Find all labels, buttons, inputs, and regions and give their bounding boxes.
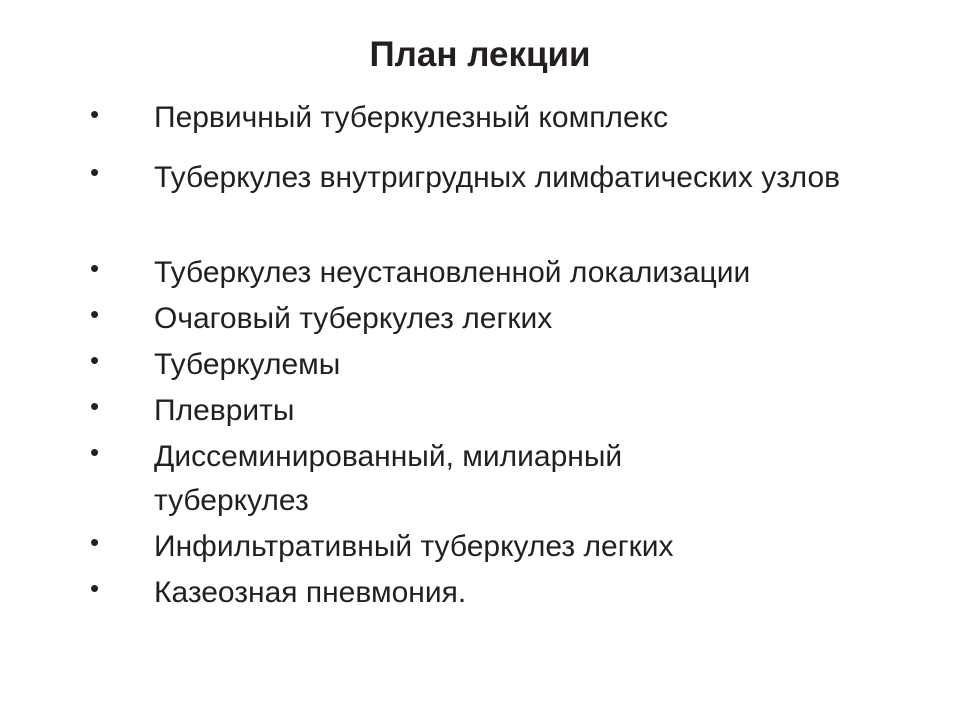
list-item-text: Инфильтративный туберкулез легких: [154, 530, 674, 563]
slide-title: План лекции: [369, 35, 591, 74]
list-item-text: Туберкулез неустановленной локализации: [154, 256, 751, 289]
list-item-text: Очаговый туберкулез легких: [154, 302, 553, 335]
list-item-text: Первичный туберкулезный комплекс: [154, 101, 669, 134]
bullet-icon: •: [90, 157, 100, 187]
bullet-icon: •: [90, 527, 100, 557]
list-item-text: Плевриты: [154, 394, 295, 427]
list-item-text: Диссеминированный, милиарный туберкулез: [154, 440, 623, 517]
bullet-icon: •: [90, 391, 100, 421]
list-item-text: Туберкулез внутригрудных лимфатических узлов: [154, 161, 841, 194]
bullet-icon: •: [90, 253, 100, 283]
bullet-icon: •: [90, 299, 100, 329]
bullet-icon: •: [90, 573, 100, 603]
list-item-text: Казеозная пневмония.: [154, 576, 467, 609]
bullet-icon: •: [90, 345, 100, 375]
bullet-icon: •: [90, 437, 100, 467]
list-item-text: Туберкулемы: [154, 348, 341, 381]
bullet-icon: •: [90, 99, 100, 129]
